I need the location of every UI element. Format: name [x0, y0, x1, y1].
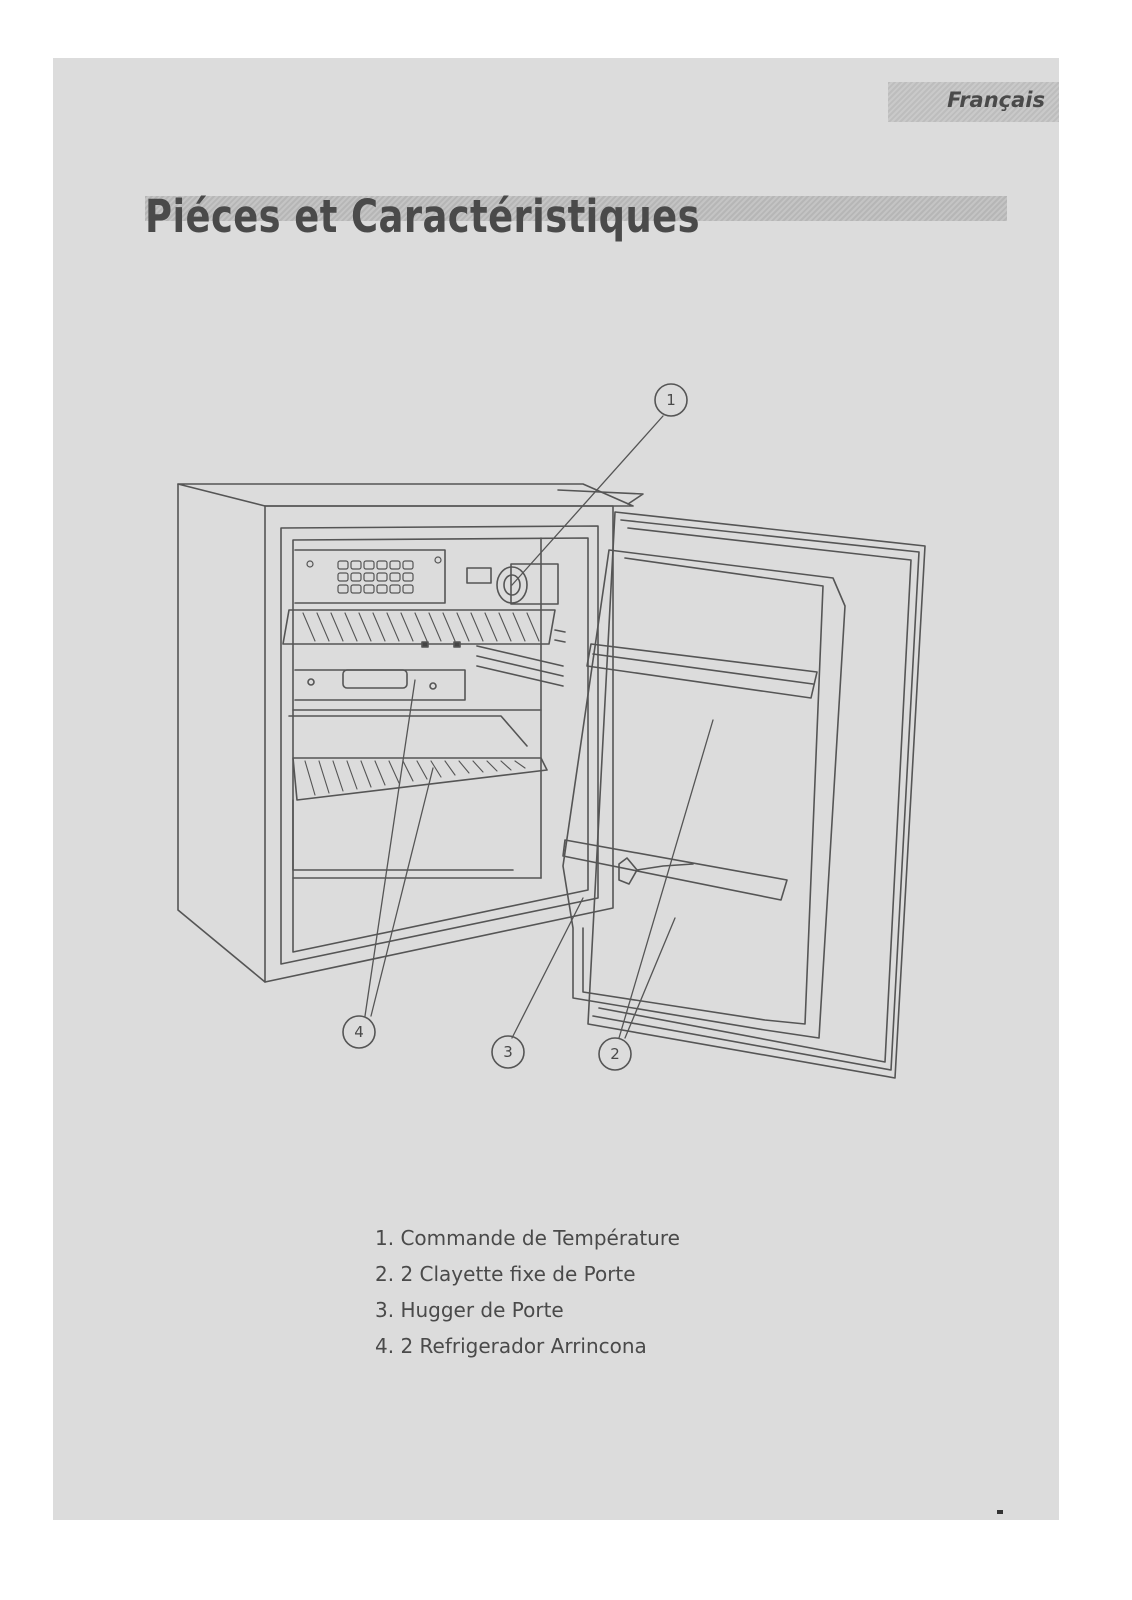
callout-leaders: [365, 416, 713, 1038]
language-label: Français: [947, 88, 1045, 112]
parts-list-item: 3. Hugger de Porte: [375, 1298, 564, 1322]
wire-shelf-upper: [283, 610, 565, 647]
parts-list: [375, 1220, 680, 1364]
callout-label-3: 3: [503, 1043, 513, 1061]
callout-label-2: 2: [610, 1045, 620, 1063]
manual-page: [53, 58, 1059, 1520]
parts-list-item: 1. Commande de Température: [375, 1226, 680, 1250]
parts-list-item: 4. 2 Refrigerador Arrincona: [375, 1334, 647, 1358]
callout-label-4: 4: [354, 1023, 364, 1041]
crisper-area: [293, 800, 513, 870]
callout-label-1: 1: [666, 391, 676, 409]
page-number-mark: [997, 1510, 1003, 1514]
wire-shelf-lower: [289, 716, 547, 800]
door-shelf-upper: [587, 644, 817, 698]
refrigerator-door: [563, 512, 925, 1078]
shelf-rails: [477, 646, 563, 686]
air-vent-middle: [295, 670, 465, 700]
refrigerator-cabinet: [178, 484, 643, 982]
page-title: Piéces et Caractéristiques: [145, 190, 700, 243]
air-vent-upper: [295, 550, 445, 603]
parts-list-item: 2. 2 Clayette fixe de Porte: [375, 1262, 636, 1286]
